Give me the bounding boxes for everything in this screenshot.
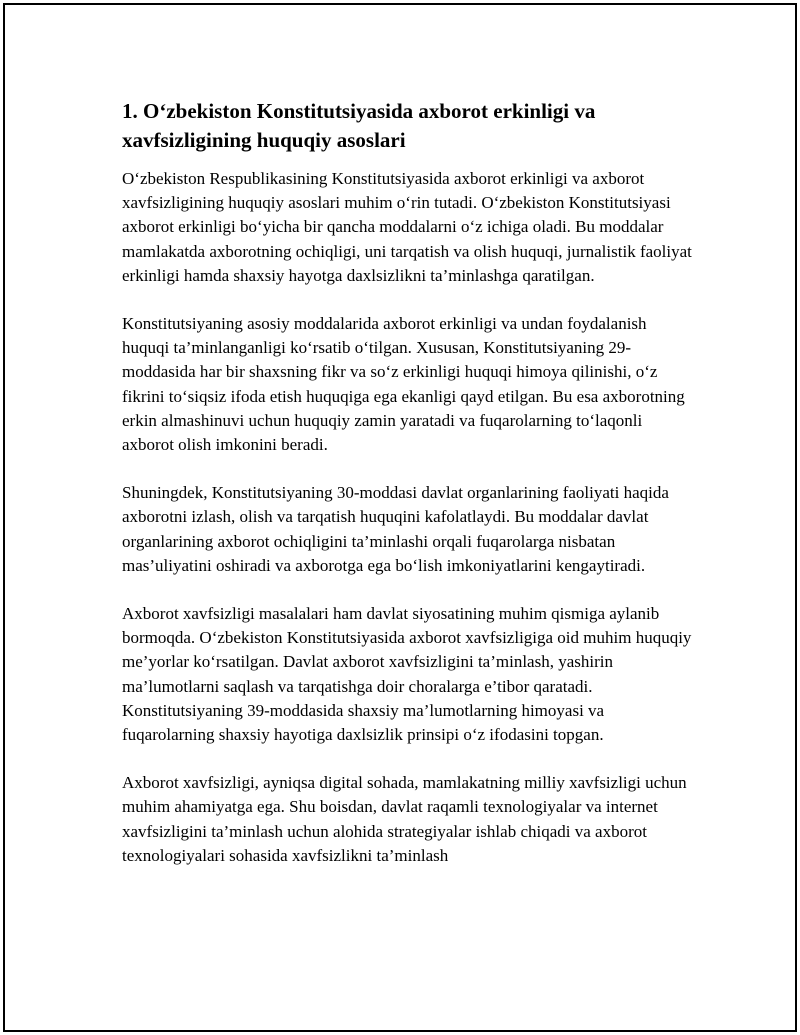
paragraph: O‘zbekiston Respublikasining Konstitutsiyasida axborot erkinligi va axborot xavfsizligining huquqiy asoslari muhim o‘rin tutadi. O‘zbekiston Konstitutsiyasi axborot erkinligi bo‘yicha bir qancha moddalarni o‘z ichiga oladi. Bu moddalar mamlakatda axborotning ochiqligi, uni tarqatish va olish huquqi, jurnalistik faoliyat erkinligi hamda shaxsiy hayotga daxlsizlikni ta’minlashga qaratilgan. (122, 169, 692, 285)
document-body (122, 97, 694, 892)
paragraph: Shuningdek, Konstitutsiyaning 30-moddasi davlat organlarining faoliyati haqida axborotni izlash, olish va tarqatish huquqini kafolatlaydi. Bu moddalar davlat organlarining axborot ochiqligini ta’minlashi orqali fuqarolarga nisbatan mas’uliyatini oshiradi va axborotga ega bo‘lish imkoniyatlarini kengaytiradi. (122, 483, 669, 575)
paragraph: Axborot xavfsizligi, ayniqsa digital sohada, mamlakatning milliy xavfsizligi uchun muhim ahamiyatga ega. Shu boisdan, davlat raqamli texnologiyalar va internet xavfsizligini ta’minlash uchun alohida strategiyalar ishlab chiqadi va axborot texnologiyalari sohasida xavfsizlikni ta’minlash (122, 773, 687, 865)
page-frame (3, 3, 797, 1032)
section-title: 1. O‘zbekiston Konstitutsiyasida axborot erkinligi va xavfsizligining huquqiy asoslari (122, 99, 596, 152)
paragraph: Konstitutsiyaning asosiy moddalarida axborot erkinligi va undan foydalanish huquqi ta’minlanganligi ko‘rsatib o‘tilgan. Xususan, Konstitutsiyaning 29-moddasida har bir shaxsning fikr va so‘z erkinligi huquqi himoya qilinishi, o‘z fikrini to‘siqsiz ifoda etish huquqiga ega ekanligi qayd etilgan. Bu esa axborotning erkin almashinuvi uchun huquqiy zamin yaratadi va fuqarolarning to‘laqonli axborot olish imkonini beradi. (122, 314, 685, 455)
paragraph: Axborot xavfsizligi masalalari ham davlat siyosatining muhim qismiga aylanib bormoqda. O‘zbekiston Konstitutsiyasida axborot xavfsizligiga oid muhim huquqiy me’yorlar ko‘rsatilgan. Davlat axborot xavfsizligini ta’minlash, yashirin ma’lumotlarni saqlash va tarqatishga doir choralarga e’tibor qaratadi. Konstitutsiyaning 39-moddasida shaxsiy ma’lumotlarning himoyasi va fuqarolarning shaxsiy hayotiga daxlsizlik prinsipi o‘z ifodasini topgan. (122, 604, 692, 745)
